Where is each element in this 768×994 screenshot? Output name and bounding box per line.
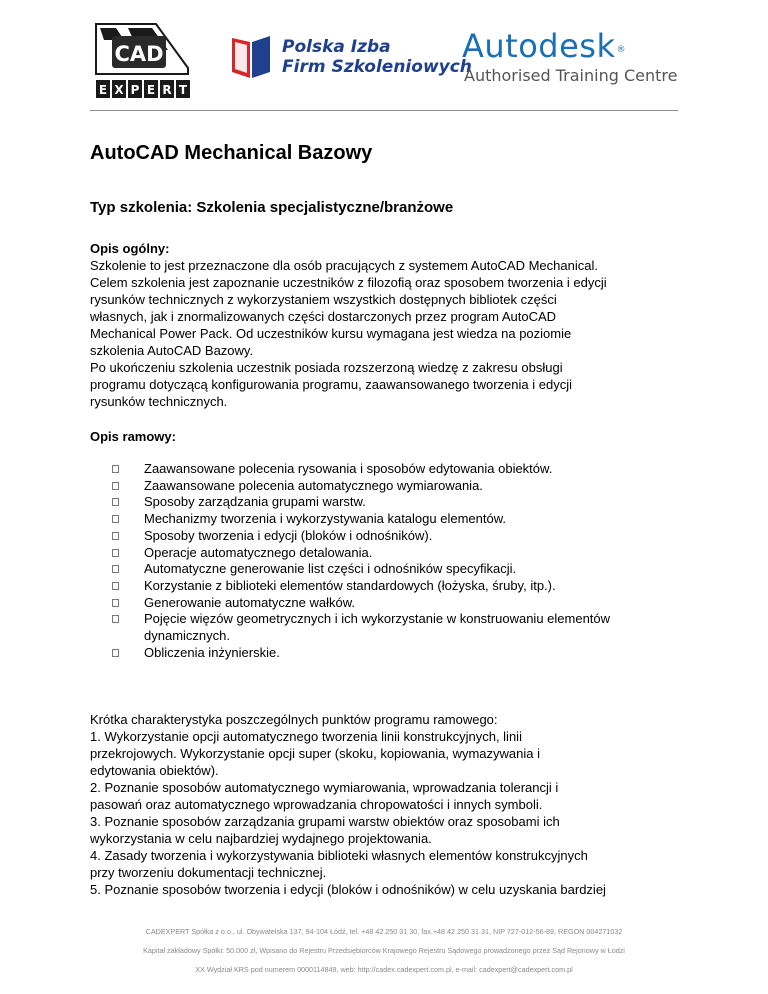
bullet-box-icon — [112, 599, 119, 607]
text-line: własnych, jak i znormalizowanych części dostarczonych przez program AutoCAD — [90, 309, 557, 324]
text-line: przy tworzeniu dokumentacji technicznej. — [90, 865, 327, 881]
page-footer — [0, 922, 768, 979]
pizba-logo — [230, 32, 472, 84]
text-line: edytowania obiektów). — [90, 763, 219, 779]
book-emblem-icon — [230, 32, 272, 80]
cad-expert-logo — [90, 20, 194, 106]
bullet-box-icon — [112, 515, 119, 523]
list-item: Sposoby tworzenia i edycji (bloków i odnośników). — [112, 528, 690, 545]
autodesk-subtitle: Authorised Training Centre — [464, 66, 678, 85]
text-line: pasowań oraz automatycznego wprowadzania chropowatości i innych symboli. — [90, 797, 543, 813]
list-item: Obliczenia inżynierskie. — [112, 645, 690, 662]
text-line: Mechanical Power Pack. Od uczestników kursu wymagana jest wiedza na poziomie — [90, 326, 572, 341]
autodesk-logo — [462, 28, 692, 88]
list-item: Automatyczne generowanie list części i odnośników specyfikacji. — [112, 561, 690, 578]
list-item: Pojęcie więzów geometrycznych i ich wykorzystanie w konstruowaniu elementów dynamicznych. — [112, 611, 690, 644]
page-title: AutoCAD Mechanical Bazowy — [90, 142, 373, 164]
pizba-line1: Polska Izba — [282, 37, 391, 57]
text-line: Po ukończeniu szkolenia uczestnik posiada rozszerzoną wiedzę z zakresu obsługi — [90, 360, 563, 375]
list-item: Sposoby zarządzania grupami warstw. — [112, 494, 690, 511]
list-item: Generowanie automatyczne wałków. — [112, 595, 690, 612]
bullet-box-icon — [112, 565, 119, 573]
text-line: 5. Poznanie sposobów tworzenia i edycji (bloków i odnośników) w celu uzyskania bardziej — [90, 882, 606, 898]
text-line: 4. Zasady tworzenia i wykorzystywania biblioteki własnych elementów konstrukcyjnych — [90, 848, 588, 864]
text-line: rysunków technicznych z wykorzystaniem wszystkich dostępnych bibliotek części — [90, 292, 557, 307]
expert-letter: E — [146, 83, 156, 97]
framework-label: Opis ramowy: — [90, 429, 176, 444]
text-line: Szkolenie to jest przeznaczone dla osób pracujących z systemem AutoCAD Mechanical. — [90, 258, 598, 273]
text-line: rysunków technicznych. — [90, 394, 228, 409]
header-divider — [90, 110, 678, 111]
cad-logo-word: CAD — [114, 42, 164, 66]
text-line: Krótka charakterystyka poszczególnych punktów programu ramowego: — [90, 712, 498, 728]
list-item: Operacje automatycznego detalowania. — [112, 545, 690, 562]
framework-list — [90, 461, 690, 661]
text-line: przekrojowych. Wykorzystanie opcji super (skoku, kopiowania, wymazywania i — [90, 746, 540, 762]
expert-letter: T — [178, 83, 188, 97]
footer-line-contact: XX Wydział KRS pod numerem 0000114849, web: http://cadex.cadexpert.com.pl, e-mail: cadexpert@cadexpert.com.pl — [195, 965, 573, 974]
autodesk-wordmark: Autodesk® — [462, 27, 626, 65]
text-line: szkolenia AutoCAD Bazowy. — [90, 343, 254, 358]
bullet-box-icon — [112, 498, 119, 506]
bullet-box-icon — [112, 532, 119, 540]
footer-line-registry: Kapitał zakładowy Spółki: 50.000 zł, Wpisano do Rejestru Przedsiębiorców Krajowego Rejestru Sądowego prowadzonego przez Sąd Rejonowy w Łodzi — [143, 946, 625, 955]
bullet-box-icon — [112, 649, 119, 657]
expert-letter: E — [98, 83, 108, 97]
text-line: programu dotyczącą konfigurowania programu, zaawansowanego tworzenia i edycji — [90, 377, 572, 392]
expert-letter-boxes — [96, 80, 190, 98]
document-body — [90, 140, 690, 898]
text-line: Celem szkolenia jest zapoznanie uczestników z filozofią oraz sposobem tworzenia i edycji — [90, 275, 607, 290]
list-item: Korzystanie z biblioteki elementów standardowych (łożyska, śruby, itp.). — [112, 578, 690, 595]
list-item: Zaawansowane polecenia rysowania i sposobów edytowania obiektów. — [112, 461, 690, 478]
expert-letter: X — [114, 83, 124, 97]
bullet-box-icon — [112, 549, 119, 557]
list-item: Mechanizmy tworzenia i wykorzystywania katalogu elementów. — [112, 511, 690, 528]
list-item: Zaawansowane polecenia automatycznego wymiarowania. — [112, 478, 690, 495]
course-type: Typ szkolenia: Szkolenia specjalistyczne/branżowe — [90, 199, 454, 216]
text-line: 3. Poznanie sposobów zarządzania grupami warstw obiektów oraz sposobami ich — [90, 814, 560, 830]
expert-letter: P — [130, 83, 140, 97]
pizba-line2: Firm Szkoleniowych — [282, 57, 472, 77]
text-line: 2. Poznanie sposobów automatycznego wymiarowania, wprowadzania tolerancji i — [90, 780, 559, 796]
bullet-box-icon — [112, 465, 119, 473]
header-logos — [0, 0, 768, 110]
text-line: 1. Wykorzystanie opcji automatycznego tworzenia linii konstrukcyjnych, linii — [90, 729, 522, 745]
registered-mark: ® — [616, 45, 626, 55]
general-description-label: Opis ogólny: — [90, 241, 170, 256]
bullet-box-icon — [112, 615, 119, 623]
program-summary — [90, 711, 690, 898]
expert-letter: R — [162, 83, 172, 97]
footer-line-company: CADEXPERT Spółka z o.o., ul. Obywatelska 137, 94-104 Łódź, tel. +48 42 250 31 30, fax.+48 42 250 31 31, NIP 727-012-56-89, REGON 004271032 — [145, 927, 623, 936]
general-description — [90, 257, 690, 410]
bullet-box-icon — [112, 582, 119, 590]
text-line: wykorzystania w celu najbardziej wydajnego projektowania. — [90, 831, 432, 847]
bullet-box-icon — [112, 482, 119, 490]
